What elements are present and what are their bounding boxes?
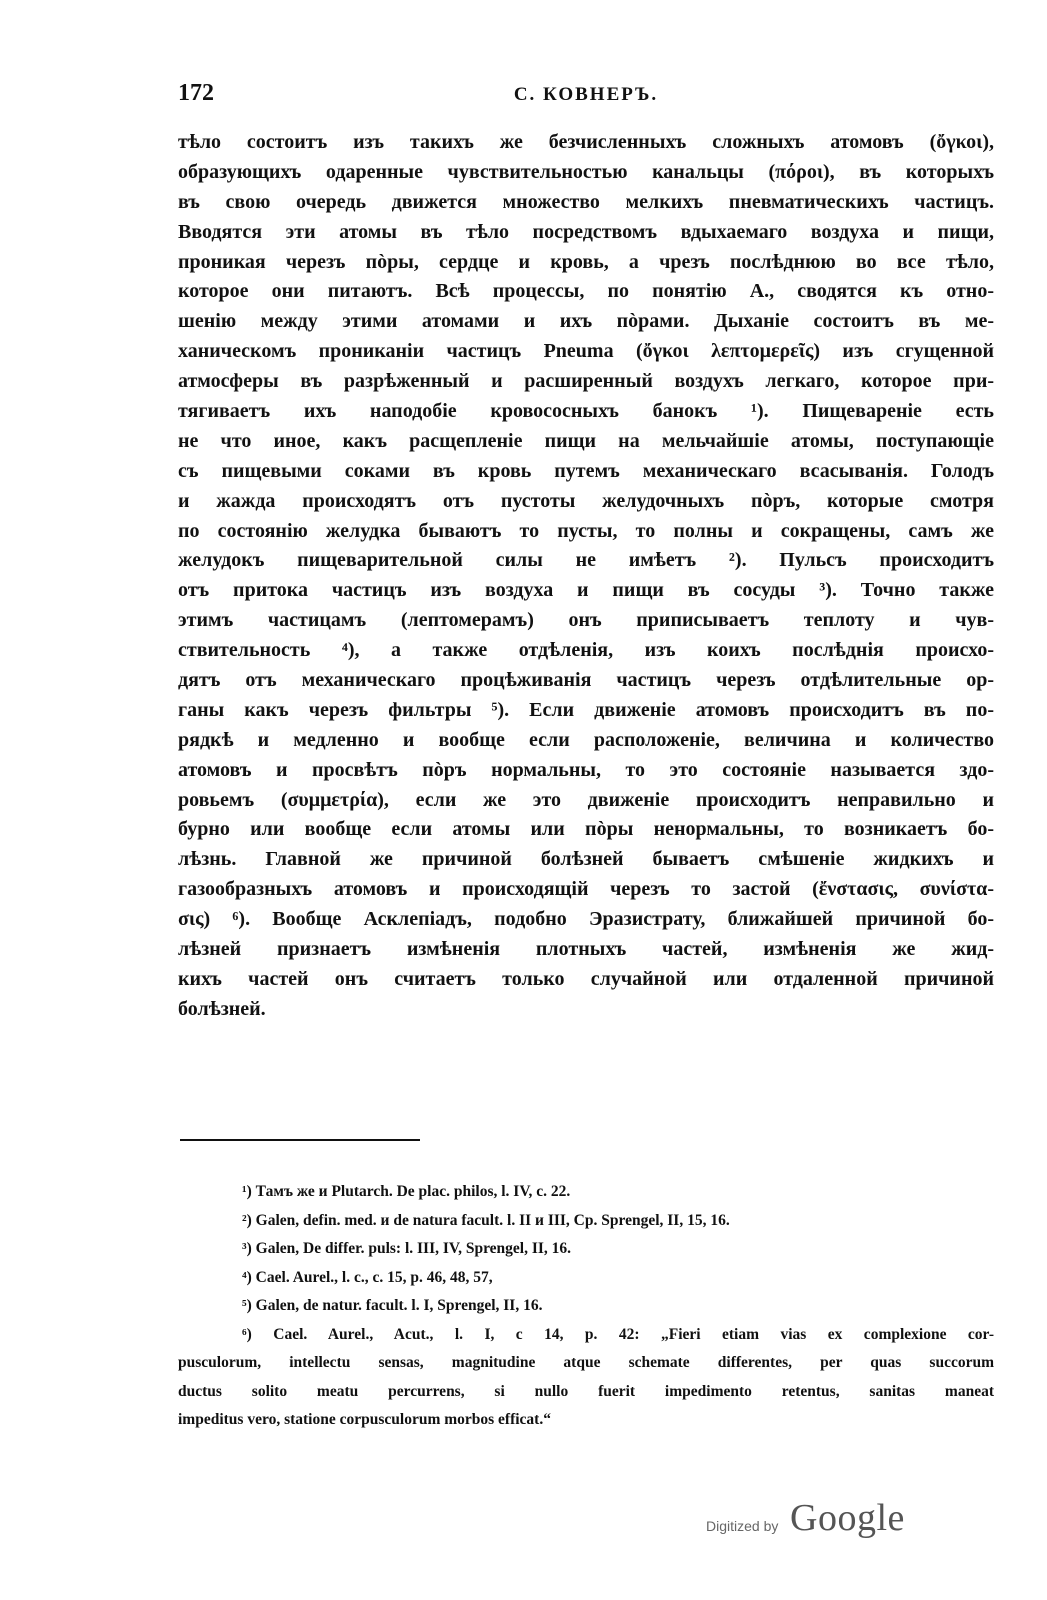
footnotes bbox=[178, 1178, 994, 1435]
text-line: ганы какъ черезъ фильтры ⁵). Если движеніе атомовъ происходитъ въ по- bbox=[178, 698, 994, 721]
digitized-watermark bbox=[706, 1496, 916, 1546]
text-line: рядкѣ и медленно и вообще если расположеніе, величина и количество bbox=[178, 728, 994, 751]
page-number: 172 bbox=[178, 80, 214, 106]
text-line: проникая черезъ пòры, сердце и кровь, а чрезъ послѣднюю во все тѣло, bbox=[178, 250, 994, 273]
text-line: этимъ частицамъ (лептомерамъ) онъ приписываетъ теплоту и чув- bbox=[178, 609, 994, 632]
text-line: не что иное, какъ расщепленіе пищи на мельчайшіе атомы, поступающіе bbox=[178, 429, 994, 452]
text-line: лѣзней признаетъ измѣненія плотныхъ частей, измѣненія же жид- bbox=[178, 938, 994, 961]
text-line: газообразныхъ атомовъ и происходящій черезъ то застой (ἔνστασις, συνίστα- bbox=[178, 878, 994, 901]
body-text bbox=[178, 128, 994, 1025]
text-line: желудокъ пищеварительной силы не имѣетъ ²). Пульсъ происходитъ bbox=[178, 549, 994, 572]
watermark-prefix: Digitized by bbox=[706, 1518, 779, 1534]
text-line: лѣзнь. Главной же причиной болѣзней бываетъ смѣшеніе жидкихъ и bbox=[178, 848, 994, 871]
running-head: С. КОВНЕРЪ. bbox=[513, 84, 659, 105]
footnote-line: ductus solito meatu percurrens, si nullo fuerit impedimento retentus, sanitas maneat bbox=[178, 1382, 994, 1400]
text-line: шенію между этими атомами и ихъ пòрами. Дыханіе состоитъ въ ме- bbox=[178, 310, 994, 333]
footnote-line: impeditus vero, statione corpusculorum morbos efficat.“ bbox=[178, 1411, 551, 1428]
footnote-line: ⁴) Cael. Aurel., l. c., c. 15, p. 46, 48, 57, bbox=[242, 1268, 493, 1286]
text-line: которое они питаютъ. Всѣ процессы, по понятію А., сводятся къ отно- bbox=[178, 280, 994, 303]
footnote-line: ³) Galen, De differ. puls: l. III, IV, Sprengel, II, 16. bbox=[242, 1240, 572, 1257]
text-line: тѣло состоитъ изъ такихъ же безчисленныхъ сложныхъ атомовъ (ὄγκοι), bbox=[178, 131, 994, 153]
text-line: атомовъ и просвѣтъ пòръ нормальны, то это состояніе называется здо- bbox=[178, 758, 994, 781]
text-line: болѣзней. bbox=[178, 997, 266, 1020]
text-line: въ свою очередь движется множество мелкихъ пневматическихъ частицъ. bbox=[178, 190, 994, 213]
text-line: съ пищевыми соками въ кровь путемъ механическаго всасыванія. Голодъ bbox=[178, 459, 994, 482]
text-line: ханическомъ прониканіи частицъ Pneuma (ὄγκοι λεπτομερεῖς) изъ сгущенной bbox=[178, 340, 994, 363]
text-line: по состоянію желудка бываютъ то пусты, то полны и сокращены, самъ же bbox=[178, 519, 994, 542]
text-line: и жажда происходятъ отъ пустоты желудочныхъ пòръ, которые смотря bbox=[178, 489, 994, 512]
footnote-line: ²) Galen, defin. med. и de natura facult. l. II и III, Cp. Sprengel, II, 15, 16. bbox=[242, 1211, 730, 1229]
page-header bbox=[178, 80, 994, 112]
footnote-line: ⁶) Cael. Aurel., Acut., l. I, c 14, p. 42: „Fieri etiam vias ex complexione cor- bbox=[242, 1325, 994, 1343]
text-line: ровьемъ (συμμετρία), если же это движеніе происходитъ неправильно и bbox=[178, 788, 994, 811]
google-logo: Google bbox=[790, 1497, 905, 1539]
footnote-divider bbox=[180, 1139, 420, 1141]
footnote-line: ¹) Тамъ же и Plutarch. De plac. philos, l. IV, c. 22. bbox=[242, 1183, 571, 1200]
text-line: отъ притока частицъ изъ воздуха и пищи въ сосуды ³). Точно также bbox=[178, 579, 994, 602]
text-line: атмосферы въ разрѣженный и расширенный воздухъ легкаго, которое при- bbox=[178, 370, 994, 393]
text-line: дятъ отъ механическаго процѣживанія частицъ черезъ отдѣлительные ор- bbox=[178, 669, 994, 692]
footnote-line: ⁵) Galen, de natur. facult. l. I, Sprengel, II, 16. bbox=[242, 1297, 543, 1314]
text-line: Вводятся эти атомы въ тѣло посредствомъ вдыхаемаго воздуха и пищи, bbox=[178, 220, 994, 243]
text-line: ствительность ⁴), а также отдѣленія, изъ коихъ послѣднія происхо- bbox=[178, 639, 994, 662]
text-line: σις) ⁶). Вообще Асклепіадъ, подобно Эразистрату, ближайшей причиной бо- bbox=[178, 908, 994, 931]
footnote-line: pusculorum, intellectu sensas, magnitudine atque schemate differentes, per quas succorum bbox=[178, 1354, 994, 1371]
text-line: кихъ частей онъ считаетъ только случайной или отдаленной причиной bbox=[178, 967, 994, 990]
text-line: бурно или вообще если атомы или пòры ненормальны, то возникаетъ бо- bbox=[178, 818, 994, 841]
text-line: тягиваетъ ихъ наподобіе кровососныхъ банокъ ¹). Пищевареніе есть bbox=[178, 400, 994, 423]
text-line: образующихъ одаренные чувствительностью канальцы (πόροι), въ которыхъ bbox=[178, 160, 994, 183]
